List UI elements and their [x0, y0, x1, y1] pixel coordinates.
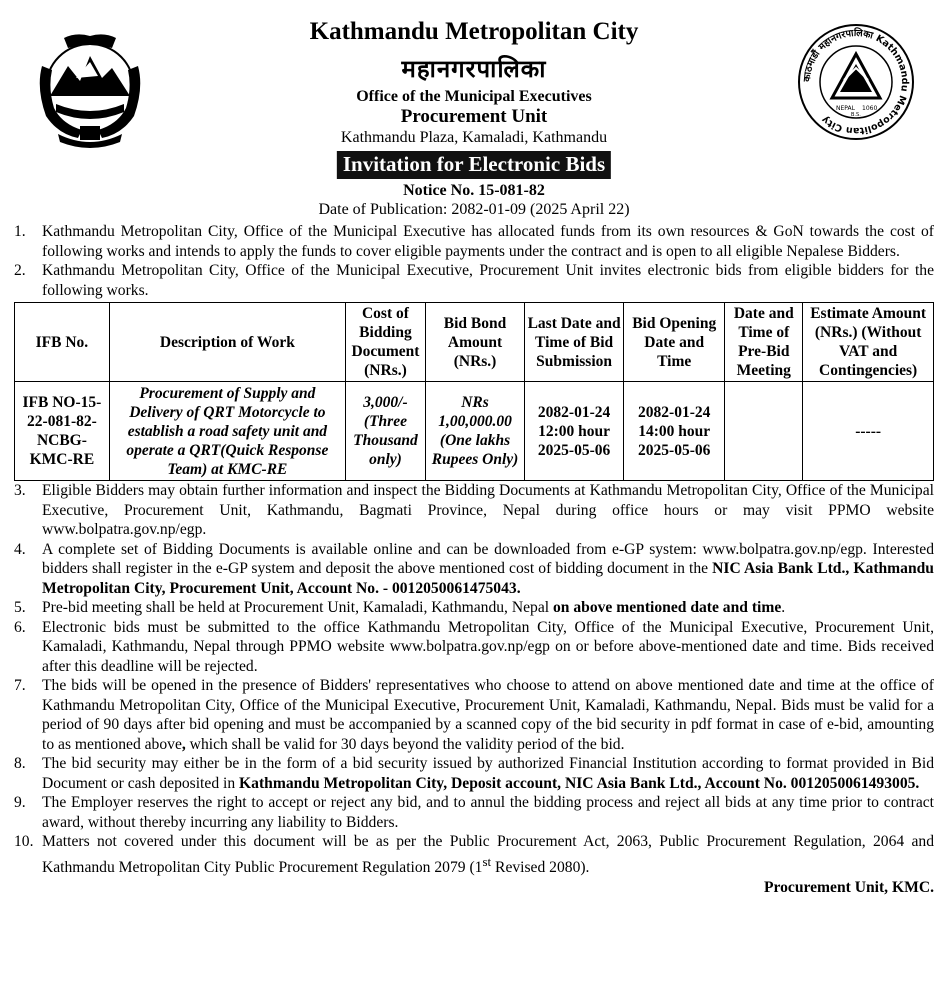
list-item [14, 540, 934, 599]
item-number: 4. [14, 540, 26, 558]
office-address: Kathmandu Plaza, Kamaladi, Kathmandu [340, 129, 608, 146]
item-text: Kathmandu Metropolitan City, Office of the Municipal Executive has allocated funds from its own resources & GoN towards the cost of following works and intends to apply the funds to cover eligible payments under the contract and is open to all eligible Nepalese Bidders. [42, 223, 934, 260]
item-text-part: Pre-bid meeting shall be held at Procurement Unit, Kamaladi, Kathmandu, Nepal [42, 599, 553, 616]
list-item [14, 598, 934, 618]
item-text-part: The bid security may either be in the form of a bid security issued by authorized Financial Institution according to format provided in Bid Document or cash deposited in [42, 755, 934, 792]
notice-header [14, 0, 934, 218]
column-header: IFB No. [15, 303, 110, 382]
description-cell: Procurement of Supply and Delivery of QRT Motorcycle to establish a road safety unit and operate a QRT(Quick Response Team) at KMC-RE [109, 382, 345, 481]
office-name: Office of the Municipal Executives [356, 88, 592, 105]
ifb-number-cell: IFB NO-15-22-081-82-NCBG-KMC-RE [15, 382, 110, 481]
list-item [14, 676, 934, 754]
opening-date-cell: 2082-01-24 14:00 hour 2025-05-06 [624, 382, 725, 481]
estimate-amount-cell: ----- [803, 382, 934, 481]
list-item [14, 754, 934, 793]
seal-text-left: NEPAL [836, 105, 855, 112]
item-text [42, 598, 934, 618]
item-text-part: Matters not covered under this document will be as per the Public Procurement Act, 2063, Public Procurement Regulation, 2064 and Kathmandu Metropolitan City Public Procurement Regulation 2079 (1 [42, 833, 934, 876]
city-title-nepali: महानगरपालिका [401, 55, 547, 83]
list-item [14, 261, 934, 300]
item-text-part: which shall be valid for 30 days beyond the validity period of the bid. [185, 735, 625, 753]
item-number: 7. [14, 677, 26, 694]
table-row [15, 382, 934, 481]
prebid-meeting-cell [725, 382, 803, 481]
item-number: 6. [14, 618, 26, 636]
list-item [14, 481, 934, 540]
item-text [42, 832, 934, 877]
signature: Procurement Unit, KMC. [763, 879, 934, 897]
invitation-banner: Invitation for Electronic Bids [337, 151, 611, 179]
list-item [14, 793, 934, 832]
list-item [14, 618, 934, 677]
item-number: 2. [14, 262, 26, 279]
seal-ring-text: काठमाडौं महानगरपालिका Kathmandu Metropolitan City [801, 27, 911, 137]
item-text-part: The bids will be opened in the presence of Bidders' representatives who choose to attend on above mentioned date and time at the office of Kathmandu Metropolitan City, Office of the Municipal Executive, Procurement Unit, Kamaladi, Kathmandu, Nepal. Bids must be valid for a period of 90 days after bid opening and must be accompanied by a scanned copy of the bid security in pdf format in case of e-bid, amounting to as mentioned above [42, 677, 934, 753]
meeting-time-text: on above mentioned date and time [553, 599, 782, 616]
list-item [14, 222, 934, 261]
notice-number: Notice No. 15-081-82 [403, 182, 545, 199]
item-number: 10. [14, 833, 34, 850]
column-header: Cost of Bidding Document (NRs.) [345, 303, 425, 382]
item-text [42, 676, 934, 754]
column-header: Date and Time of Pre-Bid Meeting [725, 303, 803, 382]
unit-name: Procurement Unit [400, 106, 548, 127]
item-text: Kathmandu Metropolitan City, Office of the Municipal Executive, Procurement Unit invites electronic bids from eligible bidders for the following works. [42, 262, 934, 299]
seal-text-bottom: B.S. [851, 112, 861, 118]
item-text-part: Revised 2080). [491, 858, 590, 876]
seal-text-right: 1060 [862, 105, 878, 112]
bold-comma: , [181, 735, 186, 753]
deposit-account-text: Kathmandu Metropolitan City, Deposit account, NIC Asia Bank Ltd., Account No. 0012050061493005. [239, 774, 920, 792]
item-number: 8. [14, 755, 26, 772]
table-header-row [15, 303, 934, 382]
city-title: Kathmandu Metropolitan City [309, 18, 639, 45]
item-text: Eligible Bidders may obtain further information and inspect the Bidding Documents at Kathmandu Metropolitan City, Office of the Municipal Executive, Procurement Unit, Kathmandu, Bagmati Province, Nepal during office hours or may visit PPMO website www.bolpatra.gov.np/egp. [42, 482, 934, 538]
bank-account-text: NIC Asia Bank Ltd., Kathmandu Metropolitan City, Procurement Unit, Account No. - 0012050061475043. [42, 560, 934, 597]
item-text: Electronic bids must be submitted to the office Kathmandu Metropolitan City, Office of the Municipal Executive, Procurement Unit, Kamaladi, Kathmandu, Nepal through PPMO website www.bolpatra.gov.np/egp on or before above-mentioned date and time. Bids received after this deadline will be rejected. [42, 618, 934, 675]
item-number: 9. [14, 794, 26, 811]
item-text [42, 754, 934, 793]
column-header: Description of Work [109, 303, 345, 382]
kmc-seal-icon [796, 22, 916, 142]
item-text-part: A complete set of Bidding Documents is available online and can be downloaded from e-GP system: www.bolpatra.gov.np/egp. Interested bidders shall register in the e-GP system and deposit the above mentioned cost of bidding document in the [42, 540, 934, 577]
notice-body [14, 222, 934, 898]
column-header: Bid Bond Amount (NRs.) [426, 303, 525, 382]
works-table [14, 302, 934, 481]
publication-date: Date of Publication: 2082-01-09 (2025 April 22) [318, 201, 630, 218]
item-number: 3. [14, 482, 26, 499]
item-text [42, 540, 934, 599]
column-header: Estimate Amount (NRs.) (Without VAT and Contingencies) [803, 303, 934, 382]
item-text-part: . [781, 599, 786, 616]
column-header: Last Date and Time of Bid Submission [525, 303, 624, 382]
superscript: st [482, 853, 492, 869]
item-number: 5. [14, 599, 26, 616]
document-cost-cell: 3,000/- (Three Thousand only) [345, 382, 425, 481]
item-number: 1. [14, 223, 26, 240]
submission-date-cell: 2082-01-24 12:00 hour 2025-05-06 [525, 382, 624, 481]
bid-bond-cell: NRs 1,00,000.00 (One lakhs Rupees Only) [426, 382, 525, 481]
list-item [14, 832, 934, 877]
column-header: Bid Opening Date and Time [624, 303, 725, 382]
item-text: The Employer reserves the right to accept or reject any bid, and to annul the bidding process and reject all bids at any time prior to contract award, without thereby incurring any liability to Bidders. [42, 794, 934, 831]
